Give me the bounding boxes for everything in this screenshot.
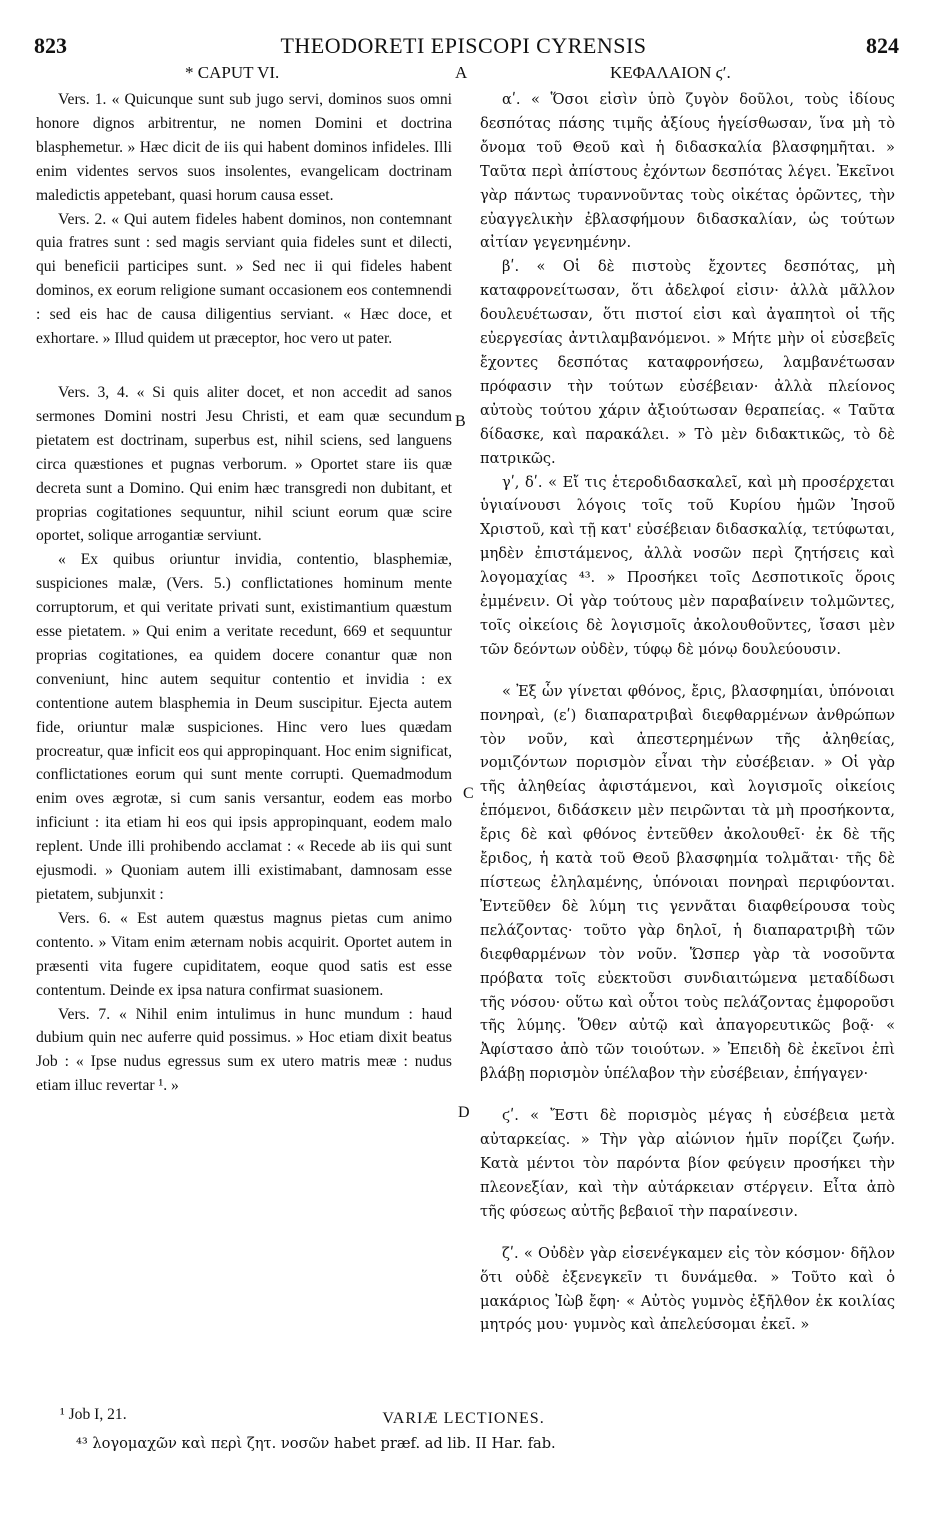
greek-paragraph: γʹ, δʹ. « Εἴ τις ἑτεροδιδασκαλεῖ, καὶ μὴ προσέρχεται ὑγιαίνουσι λόγοις τοῖς τοῦ Κυρίου ἡμῶν Ἰησοῦ Χριστοῦ, καὶ τῇ κατ' εὐσέβειαν διδασκαλίᾳ, τετύφωται, μηδὲν ἐπιστάμενος, ἀλλὰ νοσῶν περὶ ζητήσεις καὶ λογομαχίας ⁴³. » Προσήκει τοῖς Δεσποτικοῖς ὅροις ἐμμένειν. Οἱ γὰρ τούτους μὲν παραβαίνειν τολμῶντες, τοῖς οἰκείοις δὲ λογισμοῖς ἀκολουθοῦντες, ἴσασι μὲν τῶν δεόντων οὐδὲν, τύφῳ δὲ μόνῳ δουλεύουσιν. <box>480 473 895 658</box>
greek-paragraph: ζʹ. « Οὐδὲν γὰρ εἰσενέγκαμεν εἰς τὸν κόσμον· δῆλον ὅτι οὐδὲ ἐξενεγκεῖν τι δυνάμεθα. » Τοῦτο καὶ ὁ μακάριος Ἰὼβ ἔφη· « Αὐτὸς γυμνὸς ἐξῆλθον ἐκ κοιλίας μητρός μου· γυμνὸς καὶ ἀπελεύσομαι ἐκεῖ. » <box>480 1244 895 1334</box>
latin-paragraph: Vers. 2. « Qui autem fideles habent dominos, non contemnant quia fratres sunt : sed magis serviant quia fideles sunt et dilecti, qui beneficii participes sunt. » Sed nec ii qui fideles habent dominos, ex eorum religione sumant occasionem eos contemnendi : sed eis hac de causa diligentius serviant. « Hæc doce, et exhortare. » Illud quidem ut præceptor, hoc vero ut pater. <box>36 210 452 348</box>
greek-paragraph: ϛʹ. « Ἔστι δὲ πορισμὸς μέγας ἡ εὐσέβεια μετὰ αὐταρκείας. » Τὴν γὰρ αἰώνιον ἡμῖν πορίζει ζωήν. Κατὰ μέντοι τὸν παρόντα βίον φεύγειν προσήκει τὴν πλεονεξίαν, καὶ τὴν αὐτάρκειαν στέργειν. Εἶτα ἀπὸ τῆς φύσεως αὐτῆς βεβαιοῖ τὴν παραίνεσιν. <box>480 1107 895 1220</box>
variae-lectiones-title: VARIÆ LECTIONES. <box>382 1410 545 1427</box>
page-number-left: 823 <box>34 33 67 58</box>
margin-letter-c: C <box>463 785 474 802</box>
variae-lectiones-text: ⁴³ λογομαχῶν καὶ περὶ ζητ. νοσῶν habet præf. ad lib. II Har. fab. <box>76 1435 556 1452</box>
latin-paragraph: Vers. 3, 4. « Si quis aliter docet, et non accedit ad sanos sermones Domini nostri Jesu Christi, et eam quæ secundum pietatem est doctrinam, superbus est, nihil sciens, sed languens circa quæstiones et pugnas verborum. » Oportet stare iis quæ decreta sunt a Domino. Qui enim hæc transgredi non dubitant, et proprias cogitationes sequuntur, nihil sciunt eorum quæ scire oportet, solique arrogantiæ serviunt. <box>36 383 452 545</box>
latin-paragraph: Vers. 7. « Nihil enim intulimus in hunc mundum : haud dubium quin nec auferre quid possimus. » Hoc etiam dixit beatus Job : « Ipse nudus egressus sum ex utero matris meæ : nudus etiam illuc revertar ¹. » <box>36 1005 452 1095</box>
footnote: ¹ Job I, 21. <box>60 1406 127 1423</box>
latin-column <box>36 88 452 1098</box>
latin-paragraph: Vers. 6. « Est autem quæstus magnus pietas cum animo contento. » Vitam enim æternam nobis acquirit. Oportet autem in præsenti vita fugere cupiditatem, eoque quod satis est esse contentum. Deinde ex ipsa natura confirmat suasionem. <box>36 909 452 999</box>
latin-paragraph: Vers. 1. « Quicunque sunt sub jugo servi, dominos suos omni honore dignos arbitrentur, ne nomen Domini et doctrina blasphemetur. » Hæc dicit de iis qui habent dominos infideles. Illi enim videntes servos suos insolentes, evangelicam doctrinam maledictis appetebant, quasi horum causa esset. <box>36 91 452 204</box>
greek-paragraph: βʹ. « Οἱ δὲ πιστοὺς ἔχοντες δεσπότας, μὴ καταφρονείτωσαν, ὅτι ἀδελφοί εἰσιν· ἀλλὰ μᾶλλον δουλευέτωσαν, ὅτι πιστοί εἰσι καὶ ἀγαπητοὶ οἱ τῆς εὐεργεσίας ἀντιλαμβανόμενοι. » Μήτε μὴν οἱ εὐσεβεῖς ἔχοντες δεσπότας καταφρονήσεω, λαμβανέτωσαν πρόφασιν τὴν τούτων εὐσέβειαν· ἀλλὰ πλείονος αὐτοὺς τούτου χάριν ἀξιούτωσαν θεραπείας. « Ταῦτα δίδασκε, καὶ παρακάλει. » Τὸ μὲν διδακτικῶς, τὸ δὲ πατρικῶς. <box>480 258 895 467</box>
greek-paragraph: αʹ. « Ὅσοι εἰσὶν ὑπὸ ζυγὸν δοῦλοι, τοὺς ἰδίους δεσπότας πάσης τιμῆς ἀξίους ἡγείσθωσαν, ἵνα μὴ τὸ ὄνομα τοῦ Θεοῦ καὶ ἡ διδασκαλία βλασφημῆται. » Ταῦτα περὶ ἀπίστους ἐχόντων δεσπότας λέγει. Ἐκεῖνοι γὰρ πάντως τυραννοῦντας τοὺς οἰκέτας ὁρῶντες, τὴν εὐαγγελικὴν ἐβλασφήμουν διδασκαλίαν, ὡς τούτων αἰτίαν γεγενημένην. <box>480 91 895 252</box>
greek-paragraph: « Ἐξ ὧν γίνεται φθόνος, ἔρις, βλασφημίαι, ὑπόνοιαι πονηραὶ, (εʹ) διαπαρατριβαὶ διεφθαρμένων ἀνθρώπων τὸν νοῦν, καὶ ἀπεστερημένων τῆς ἀληθείας, νομιζόντων πορισμὸν εἶναι τὴν εὐσέβειαν. » Οἱ γὰρ τῆς ἀληθείας ἀφιστάμενοι, καὶ λογισμοῖς οἰκείοις ἑπόμενοι, διδάσκειν μὲν πειρῶνται τὰ μὴ προσήκοντα, ἔρις δὲ καὶ φθόνος ἐντεῦθεν ἀκολουθεῖ· ἐκ δὲ τῆς ἔριδος, ἡ κατὰ τοῦ Θεοῦ βλασφημία τολμᾶται· τῆς δὲ πίστεως ἐληλαμένης, ὑπόνοιαι πονηραὶ περιφύονται. Ἐντεῦθεν δὲ λύμη τις γεννᾶται διαφθείρουσα τοὺς πελάζοντας· τοῦτο γὰρ δηλοῖ, ἡ διαπαρατριβὴ τῶν διεφθαρμένων τὸν νοῦν. Ὥσπερ γὰρ τὰ νοσοῦντα πρόβατα τοῖς εὐεκτοῦσι συνδιαιτώμενα μεταδίδωσι τῆς νόσου· οὕτω καὶ οὗτοι τοὺς πελάζοντας ἐμφοροῦσι τῆς λύμης. Ὅθεν αὐτῷ καὶ ἀπαγορευτικῶς βοᾷ· « Ἀφίστασο ἀπὸ τῶν τοιούτων. » Ἐπειδὴ δὲ ἐκεῖνοι ἐπὶ βλάβῃ πορισμὸν ὑπέλαβον τὴν εὐσέβειαν, ἐπήγαγεν· <box>480 682 895 1083</box>
page-number-right: 824 <box>866 33 899 58</box>
running-title: THEODORETI EPISCOPI CYRENSIS <box>280 33 647 58</box>
right-chapter-title: ΚΕΦΑΛΑΙΟΝ ϛʹ. <box>610 63 731 82</box>
margin-letter-a: A <box>455 63 468 82</box>
margin-letter-b: B <box>455 413 466 430</box>
latin-paragraph: « Ex quibus oriuntur invidia, contentio, blasphemiæ, suspiciones malæ, (Vers. 5.) conflictationes hominum mente corruptorum, et qui veritate privati sunt, existimantium quæstum esse pietatem. » Qui enim a veritate recedunt, 669 et sequuntur proprias cogitationes, ea quidem docere conantur quæ non conveniunt, hinc autem sequitur contentio et invidia : ex contentione autem blasphemia in Deum suscipitur. Ejecta autem fide, oriuntur malæ suspiciones. Hinc vero lues quædam procreatur, quæ inficit eos qui appropinquant. Hoc enim significat, conflictationes eorum qui sunt mente corrupti. Quemadmodum enim oves ægrotæ, si cum sanis versantur, eodem eas morbo inficiunt : ita etiam hi eos qui ipsis appropinquant, eodem malo replent. Unde illi prohibendo acclamat : « Recede ab iis qui sunt ejusmodi. » Quoniam autem illi existimabant, damnosam esse pietatem, subjunxit : <box>36 551 452 903</box>
margin-letter-d: D <box>458 1104 470 1121</box>
left-chapter-title: * CAPUT VI. <box>185 63 280 82</box>
greek-column <box>480 88 895 1337</box>
